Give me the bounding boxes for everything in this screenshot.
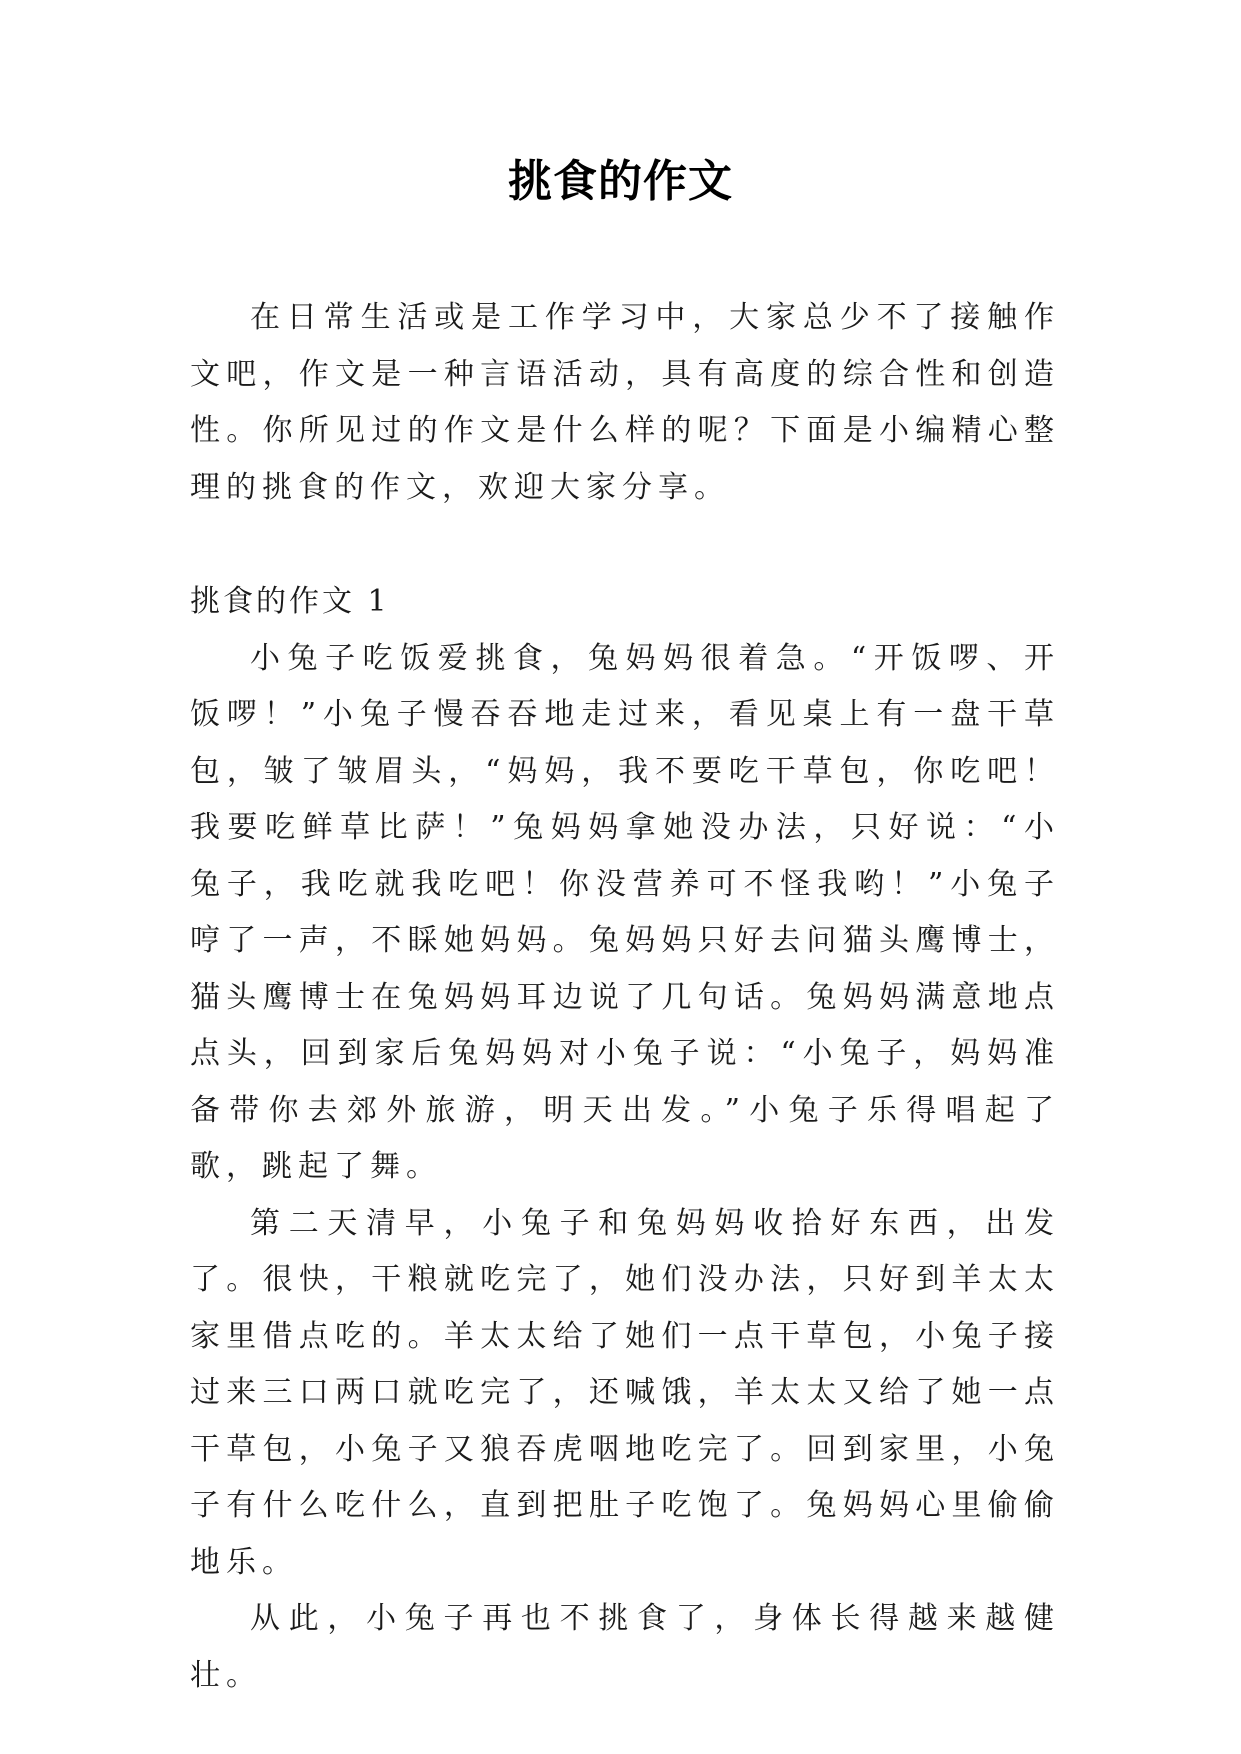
essay-paragraph: 从此，小兔子再也不挑食了，身体长得越来越健壮。	[190, 1601, 1060, 1693]
page-title: 挑食的作文	[508, 156, 733, 207]
intro-paragraph: 在日常生活或是工作学习中，大家总少不了接触作文吧，作文是一种言语活动，具有高度的综合性和创造性。你所见过的作文是什么样的呢？下面是小编精心整理的挑食的作文，欢迎大家分享。	[190, 300, 1060, 505]
section-heading: 挑食的作文 1	[190, 584, 390, 619]
essay-paragraph: 小兔子吃饭爱挑食，兔妈妈很着急。“开饭啰、开饭啰！”小兔子慢吞吞地走过来，看见桌上有一盘干草包，皱了皱眉头，“妈妈，我不要吃干草包，你吃吧！我要吃鲜草比萨！”兔妈妈拿她没办法，只好说：“小兔子，我吃就我吃吧！你没营养可不怪我哟！”小兔子哼了一声，不睬她妈妈。兔妈妈只好去问猫头鹰博士，猫头鹰博士在兔妈妈耳边说了几句话。兔妈妈满意地点点头，回到家后兔妈妈对小兔子说：“小兔子，妈妈准备带你去郊外旅游，明天出发。”小兔子乐得唱起了歌，跳起了舞。	[190, 640, 1060, 1184]
essay-section	[190, 574, 1060, 1704]
essay-paragraph: 第二天清早，小兔子和兔妈妈收拾好东西，出发了。很快，干粮就吃完了，她们没办法，只好到羊太太家里借点吃的。羊太太给了她们一点干草包，小兔子接过来三口两口就吃完了，还喊饿，羊太太又给了她一点干草包，小兔子又狼吞虎咽地吃完了。回到家里，小兔子有什么吃什么，直到把肚子吃饱了。兔妈妈心里偷偷地乐。	[190, 1205, 1060, 1580]
intro-block	[190, 290, 1060, 516]
